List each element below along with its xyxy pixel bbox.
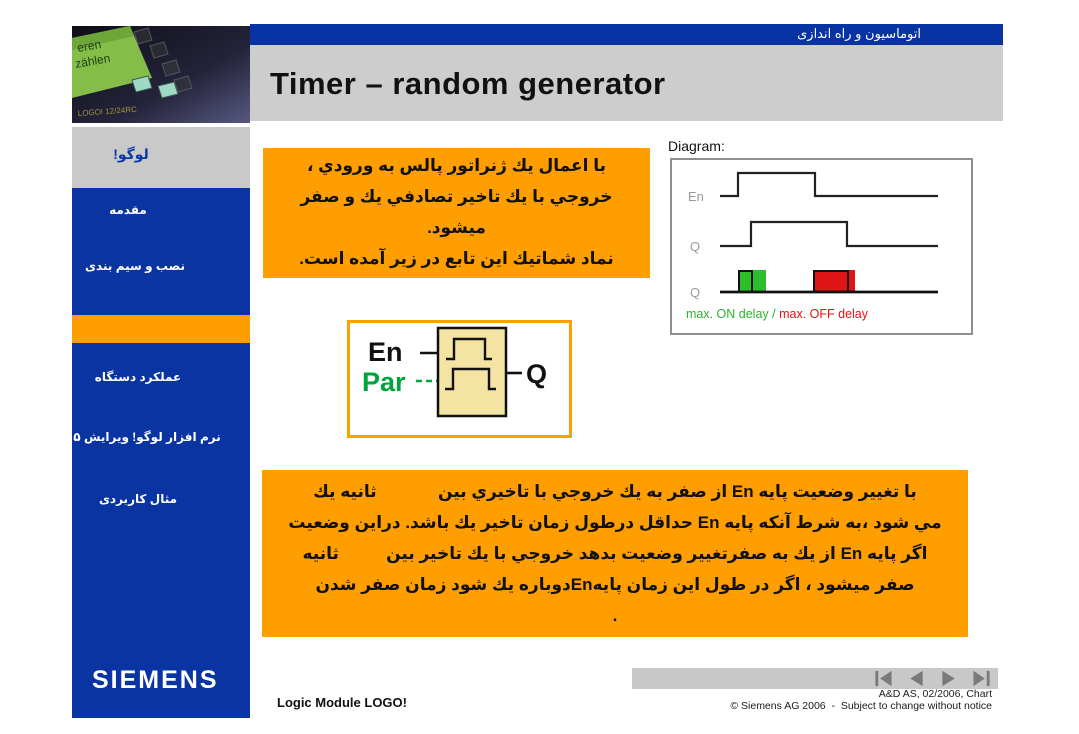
intro-text-box [263,148,650,278]
device-model-text: LOGO! 12/24RC [77,104,138,118]
page-title: Timer – random generator [270,66,666,101]
sidebar-item-installation-wiring[interactable]: نصب و سيم بندی [85,259,185,273]
first-bar-icon [875,671,878,686]
navigation-bar [632,668,998,689]
top-banner-label: اتوماسيون و راه اندازی [797,26,921,41]
screen-text-2: zählen [74,51,112,71]
block-body [438,328,506,416]
footer-info [622,688,992,712]
description-line: . [612,606,618,625]
nav-last-button[interactable] [970,669,994,688]
function-block-symbol [347,320,572,438]
description-line: با تغيير وضعيت پايه En از صفر به يك خروجي با تاخيري بين ثانيه يك [313,482,917,501]
waveform-q1 [720,222,938,246]
description-line: صفر ميشود ، اگر در طول اين زمان پايهEnدوباره يك شود زمان صفر شدن [315,575,915,594]
caption-off-delay: max. OFF delay [779,307,869,321]
sidebar-item-application-example[interactable]: مثال کاربردی [98,492,178,506]
last-bar-icon [987,671,990,686]
nav-next-button[interactable] [937,669,961,688]
logo-device-photo [72,26,250,123]
block-input-par-label: Par [362,367,406,397]
first-arrow-icon [880,671,891,686]
intro-line: ميشود. [427,218,486,237]
description-text-box [262,470,968,637]
sidebar-item-device-operation[interactable]: عملکرد دستگاه [94,370,182,384]
waveform-en [720,173,938,196]
sidebar-orange-divider [72,315,250,343]
timing-diagram [670,158,973,335]
screen-text-1: eren [76,36,103,55]
siemens-logo: SIEMENS [92,666,219,694]
signal-label-q1: Q [690,239,701,254]
function-block-art [350,323,569,435]
nav-previous-button[interactable] [904,669,928,688]
last-arrow-icon [973,671,984,686]
sidebar-item-logo-software-v5[interactable]: نرم افزار لوگو! ويرايش ۵ [73,430,221,444]
footer-info-line1: A&D AS, 02/2006, Chart [878,688,992,700]
next-arrow-icon [942,671,954,686]
timing-diagram-art [672,160,971,333]
sidebar-item-logo[interactable]: لوگو! [113,146,149,162]
intro-line: خروجي با يك تاخير تصادفي يك و صفر [300,187,613,206]
device-photo-art [72,26,250,123]
footer-copyright: © Siemens AG 2006 - Subject to change without notice [730,700,992,712]
diagram-heading: Diagram: [668,138,725,154]
caption-on-delay: max. ON delay / [686,307,780,321]
signal-label-en: En [688,189,704,204]
svg-text:max. ON delay / max. OFF delay [686,307,869,321]
description-line: مي شود ،به شرط آنكه پايه En حداقل درطول زمان تاخير يك باشد. دراين وضعيت [288,513,942,532]
intro-line: با اعمال يك ژنراتور پالس به ورودي ، [307,156,606,175]
previous-arrow-icon [910,671,922,686]
sidebar-logo-panel [72,127,250,188]
intro-line: نماد شماتيك اين تابع در زير آمده است. [299,249,614,268]
sidebar [72,188,250,718]
footer-module-label: Logic Module LOGO! [277,695,407,710]
title-bar [250,45,1003,121]
sidebar-item-introduction[interactable]: مقدمه [109,203,147,217]
description-line: اگر پايه En از يك به صفرتغيير وضعيت بدهد خروجي با يك تاخير بين ثانيه [302,544,928,563]
block-input-en-label: En [368,337,403,367]
navigation-buttons [871,669,994,688]
block-output-q-label: Q [526,359,548,389]
signal-label-q2: Q [690,285,701,300]
nav-first-button[interactable] [871,669,895,688]
top-banner [250,24,1003,45]
